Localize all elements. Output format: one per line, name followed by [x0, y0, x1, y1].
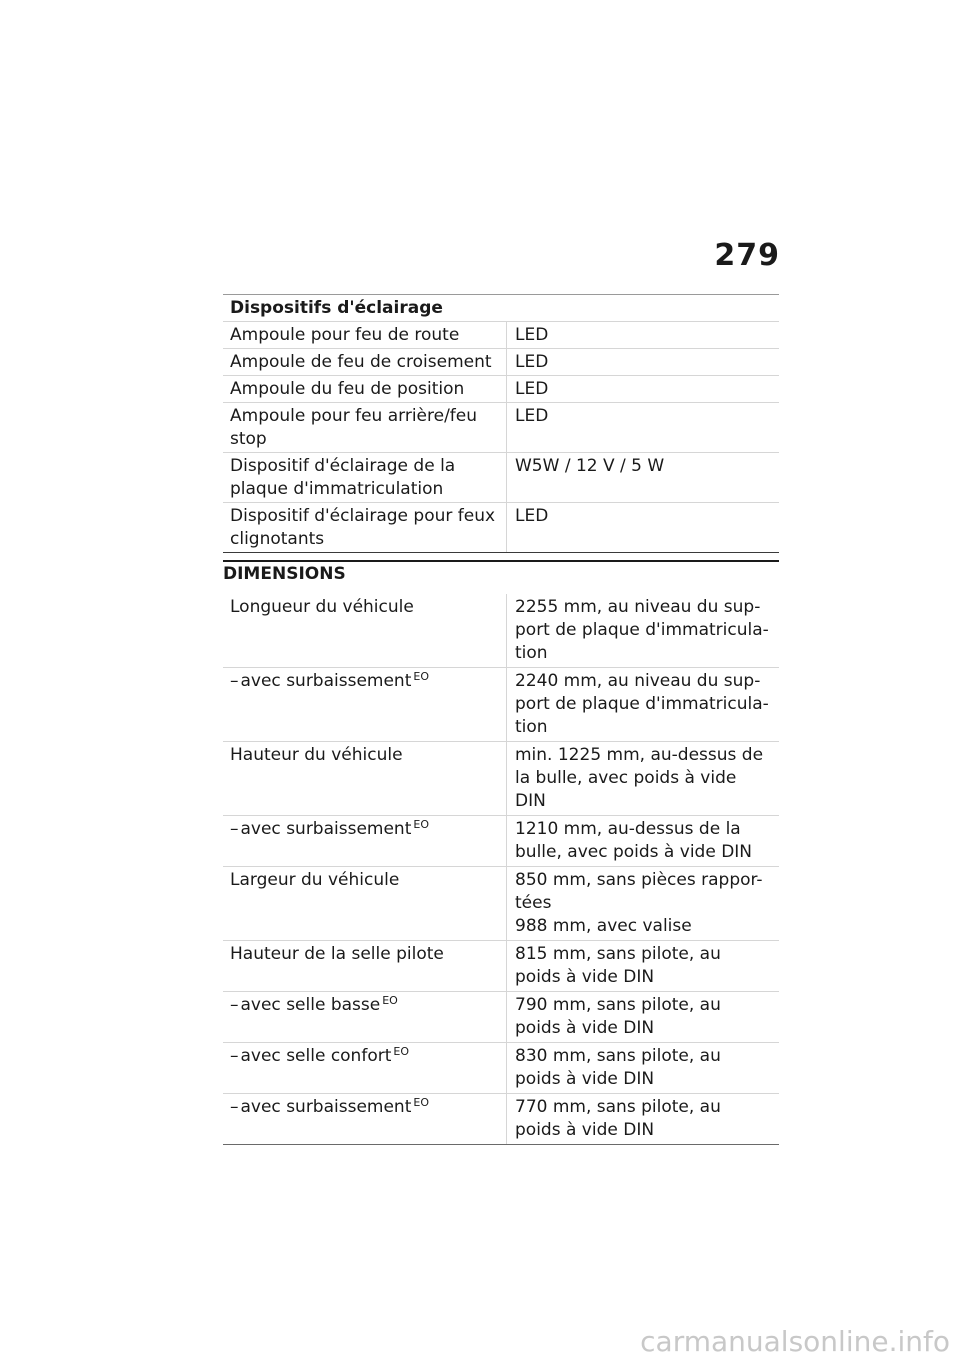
- table-row: [223, 941, 779, 992]
- row-label: avec surbaissement: [240, 671, 412, 691]
- row-value: 2240 mm, au niveau du sup-port de plaque d'immatricula-tion: [507, 668, 780, 742]
- watermark: carmanualsonline.info: [640, 1325, 950, 1358]
- row-value: 830 mm, sans pilote, au poids à vide DIN: [507, 1043, 780, 1094]
- table-row: [223, 1043, 779, 1094]
- dash-glyph: –: [230, 995, 239, 1015]
- row-label: Ampoule pour feu de route: [223, 322, 507, 349]
- eo-superscript: EO: [413, 1096, 429, 1109]
- row-value: 815 mm, sans pilote, au poids à vide DIN: [507, 941, 780, 992]
- row-label-cell: [223, 1043, 507, 1094]
- table-row: [223, 816, 779, 867]
- row-label: Ampoule du feu de position: [223, 376, 507, 403]
- eo-superscript: EO: [413, 670, 429, 683]
- row-label: Largeur du véhicule: [223, 867, 507, 941]
- row-label-cell: [223, 992, 507, 1043]
- row-value: LED: [507, 322, 780, 349]
- table-row: [223, 503, 779, 553]
- row-value: 770 mm, sans pilote, au poids à vide DIN: [507, 1094, 780, 1145]
- table-row: [223, 453, 779, 503]
- row-label: avec selle basse: [240, 995, 381, 1015]
- row-value: min. 1225 mm, au-dessus de la bulle, avec poids à vide DIN: [507, 742, 780, 816]
- row-value: W5W / 12 V / 5 W: [507, 453, 780, 503]
- row-value-secondary: 988 mm, avec valise: [515, 916, 692, 936]
- table-row: [223, 668, 779, 742]
- page-number: 279: [714, 238, 780, 273]
- row-label: avec selle confort: [240, 1046, 392, 1066]
- row-label: Ampoule pour feu arrière/feu stop: [223, 403, 507, 453]
- row-value: LED: [507, 503, 780, 553]
- row-label-cell: [223, 816, 507, 867]
- table-row: [223, 322, 779, 349]
- eo-superscript: EO: [382, 994, 398, 1007]
- row-label: Dispositif d'éclairage de la plaque d'immatriculation: [223, 453, 507, 503]
- lighting-table: [223, 294, 779, 553]
- table-row: [223, 403, 779, 453]
- row-label-cell: [223, 1094, 507, 1145]
- eo-superscript: EO: [413, 818, 429, 831]
- dash-glyph: –: [230, 671, 239, 691]
- dash-glyph: –: [230, 1046, 239, 1066]
- table-row: [223, 1094, 779, 1145]
- row-label: avec surbaissement: [240, 1097, 412, 1117]
- dimensions-table: [223, 594, 779, 1145]
- row-value: LED: [507, 403, 780, 453]
- row-value: LED: [507, 349, 780, 376]
- table-header-row: [223, 295, 779, 322]
- dash-glyph: –: [230, 1097, 239, 1117]
- row-value: 1210 mm, au-dessus de la bulle, avec poids à vide DIN: [507, 816, 780, 867]
- row-value: 790 mm, sans pilote, au poids à vide DIN: [507, 992, 780, 1043]
- section-title: DIMENSIONS: [223, 564, 346, 584]
- row-value: 850 mm, sans pièces rappor-tées: [515, 870, 763, 913]
- row-label: avec surbaissement: [240, 819, 412, 839]
- table-row: [223, 992, 779, 1043]
- eo-superscript: EO: [393, 1045, 409, 1058]
- row-value-cell: [507, 867, 780, 941]
- row-value: LED: [507, 376, 780, 403]
- row-label: Ampoule de feu de croisement: [223, 349, 507, 376]
- row-label-cell: [223, 668, 507, 742]
- row-value: 2255 mm, au niveau du sup-port de plaque d'immatricula-tion: [507, 594, 780, 668]
- row-label: Longueur du véhicule: [223, 594, 507, 668]
- table-row: [223, 742, 779, 816]
- row-label: Hauteur de la selle pilote: [223, 941, 507, 992]
- dash-glyph: –: [230, 819, 239, 839]
- table-row: [223, 376, 779, 403]
- table-row: [223, 867, 779, 941]
- row-label: Dispositif d'éclairage pour feux clignotants: [223, 503, 507, 553]
- table-row: [223, 594, 779, 668]
- row-label: Hauteur du véhicule: [223, 742, 507, 816]
- table-row: [223, 349, 779, 376]
- lighting-heading: Dispositifs d'éclairage: [223, 295, 779, 322]
